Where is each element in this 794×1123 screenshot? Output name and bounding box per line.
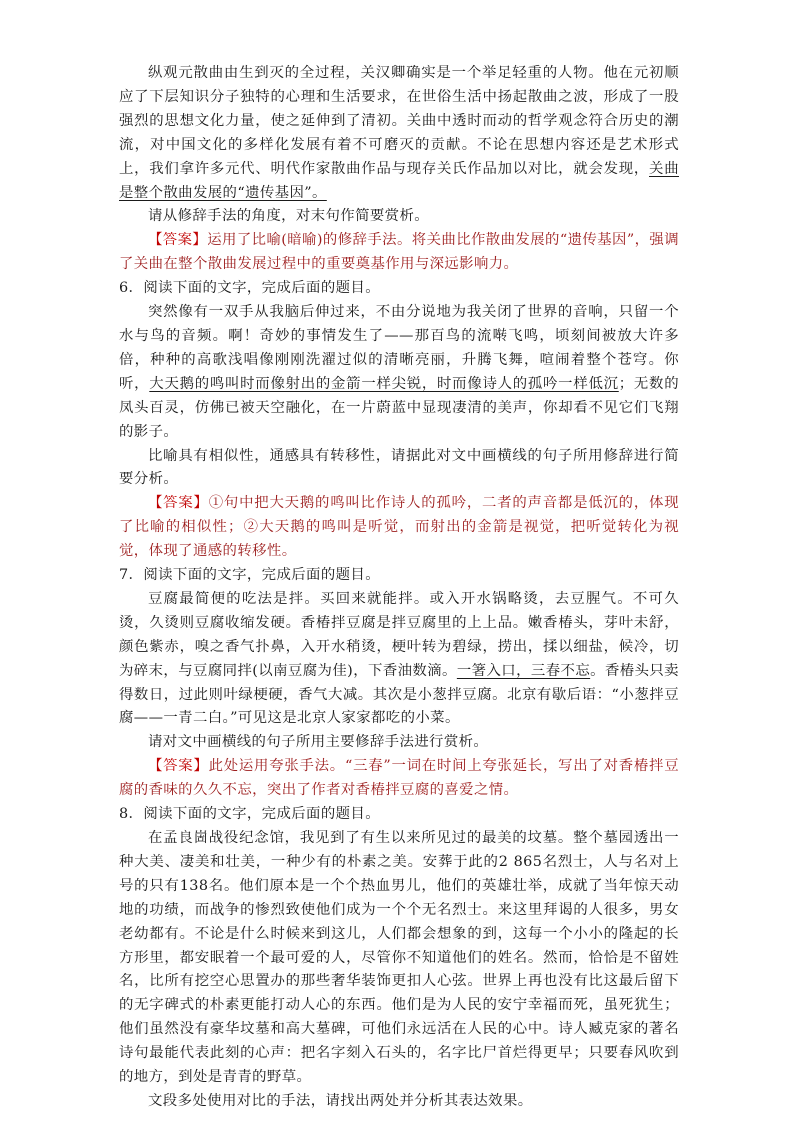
document-page (119, 62, 679, 1114)
q6-prompt: 比喻具有相似性，通感具有转移性，请据此对文中画横线的句子所用修辞进行简要分析。 (119, 447, 679, 488)
q5-prompt: 请从修辞手法的角度，对末句作简要赏析。 (148, 208, 430, 225)
q7-heading: 7．阅读下面的文字，完成后面的题目。 (119, 567, 380, 584)
q6-underlined-sentence: 大天鹅的鸣叫时而像射出的金箭一样尖锐，时而像诗人的孤吟一样低沉 (149, 375, 619, 392)
q5-underlined-sentence: 关曲是整个散曲发展的“遗传基因”。 (119, 160, 679, 201)
q7-prompt: 请对文中画横线的句子所用主要修辞手法进行赏析。 (148, 734, 489, 751)
q8-passage: 在孟良崮战役纪念馆，我见到了有生以来所见过的最美的坟墓。整个墓园透出一种大美、凄美和壮美，一种少有的朴素之美。安葬于此的2 865名烈士，人与名对上号的只有138名。他们原本是一个个热血男儿，他们的英雄壮举，成就了当年惊天动地的功绩，而战争的惨烈致使他们成为一个个无名烈士。来这里拜谒的人很多，男女老幼都有。不论是什么时候来到这儿，人们都会想象的到，这每一个小小的隆起的长方形里，都安眠着一个最可爱的人，尽管你不知道他们的姓名。然而，恰恰是不留姓名，比所有挖空心思置办的那些奢华装饰更扣人心弦。世界上再也没有比这最后留下的无字碑式的朴素更能打动人心的东西。他们是为人民的安宁幸福而死，虽死犹生；他们虽然没有豪华坟墓和高大墓碑，可他们永远活在人民的心中。诗人臧克家的著名诗句最能代表此刻的心声：把名字刻入石头的，名字比尸首烂得更早；只要春风吹到的地方，到处是青青的野草。 (119, 830, 679, 1086)
q6-answer: 【答案】①句中把大天鹅的鸣叫比作诗人的孤吟，二者的声音都是低沉的，体现了比喻的相似性；②大天鹅的鸣叫是听觉，而射出的金箭是视觉，把听觉转化为视觉，体现了通感的转移性。 (119, 495, 679, 560)
q8-prompt: 文段多处使用对比的手法，请找出两处并分析其表达效果。 (148, 1092, 533, 1109)
q7-passage: 豆腐最简便的吃法是拌。买回来就能拌。或入开水锅略烫，去豆腥气。不可久烫，久烫则豆腐收缩发硬。香椿拌豆腐是拌豆腐里的上上品。嫩香椿头，芽叶未舒，颜色紫赤，嗅之香气扑鼻，入开水稍烫，梗叶转为碧绿，捞出，揉以细盐，候冷，切为碎末，与豆腐同拌(以南豆腐为佳)，下香油数滴。一箸入口，三春不忘。香椿头只卖得数日，过此则叶绿梗硬，香气大减。其次是小葱拌豆腐。北京有歇后语：“小葱拌豆腐——一青二白。”可见这是北京人家家都吃的小菜。 (119, 590, 679, 727)
answer-label: 【答案】 (148, 758, 209, 775)
q5-answer: 【答案】运用了比喻(暗喻)的修辞手法。将关曲比作散曲发展的“遗传基因”，强调了关曲在整个散曲发展过程中的重要奠基作用与深远影响力。 (119, 232, 679, 273)
q5-passage: 纵观元散曲由生到灭的全过程，关汉卿确实是一个举足轻重的人物。他在元初顺应了下层知识分子独特的心理和生活要求，在世俗生活中扬起散曲之波，形成了一股强烈的思想文化力量，使之延伸到了清初。关曲中透时而动的哲学观念符合历史的潮流，对中国文化的多样化发展有着不可磨灭的贡献。不论在思想内容还是艺术形式上，我们拿许多元代、明代作家散曲作品与现存关氏作品加以对比，就会发现，关曲是整个散曲发展的“遗传基因”。 (119, 65, 679, 201)
q7-answer: 【答案】此处运用夸张手法。“三春”一词在时间上夸张延长，写出了对香椿拌豆腐的香味的久久不忘，突出了作者对香椿拌豆腐的喜爱之情。 (119, 758, 679, 799)
q7-underlined-sentence: 一箸入口，三春不忘 (456, 662, 591, 679)
answer-label: 【答案】 (148, 232, 208, 249)
q6-passage: 突然像有一双手从我脑后伸过来，不由分说地为我关闭了世界的音响，只留一个水与鸟的音频。啊！奇妙的事情发生了——那百鸟的流啭飞鸣，顷刻间被放大许多倍，种种的高歌浅唱像刚刚洗濯过似的清晰亮丽，升腾飞舞，喧闹着整个苍穹。你听，大天鹅的鸣叫时而像射出的金箭一样尖锐，时而像诗人的孤吟一样低沉；无数的凤头百灵，仿佛已被天空融化，在一片蔚蓝中显现凄清的美声，你却看不见它们飞翔的影子。 (119, 304, 679, 440)
q6-heading: 6．阅读下面的文字，完成后面的题目。 (119, 280, 380, 297)
answer-label: 【答案】 (148, 495, 209, 512)
q8-heading: 8．阅读下面的文字，完成后面的题目。 (119, 806, 380, 823)
